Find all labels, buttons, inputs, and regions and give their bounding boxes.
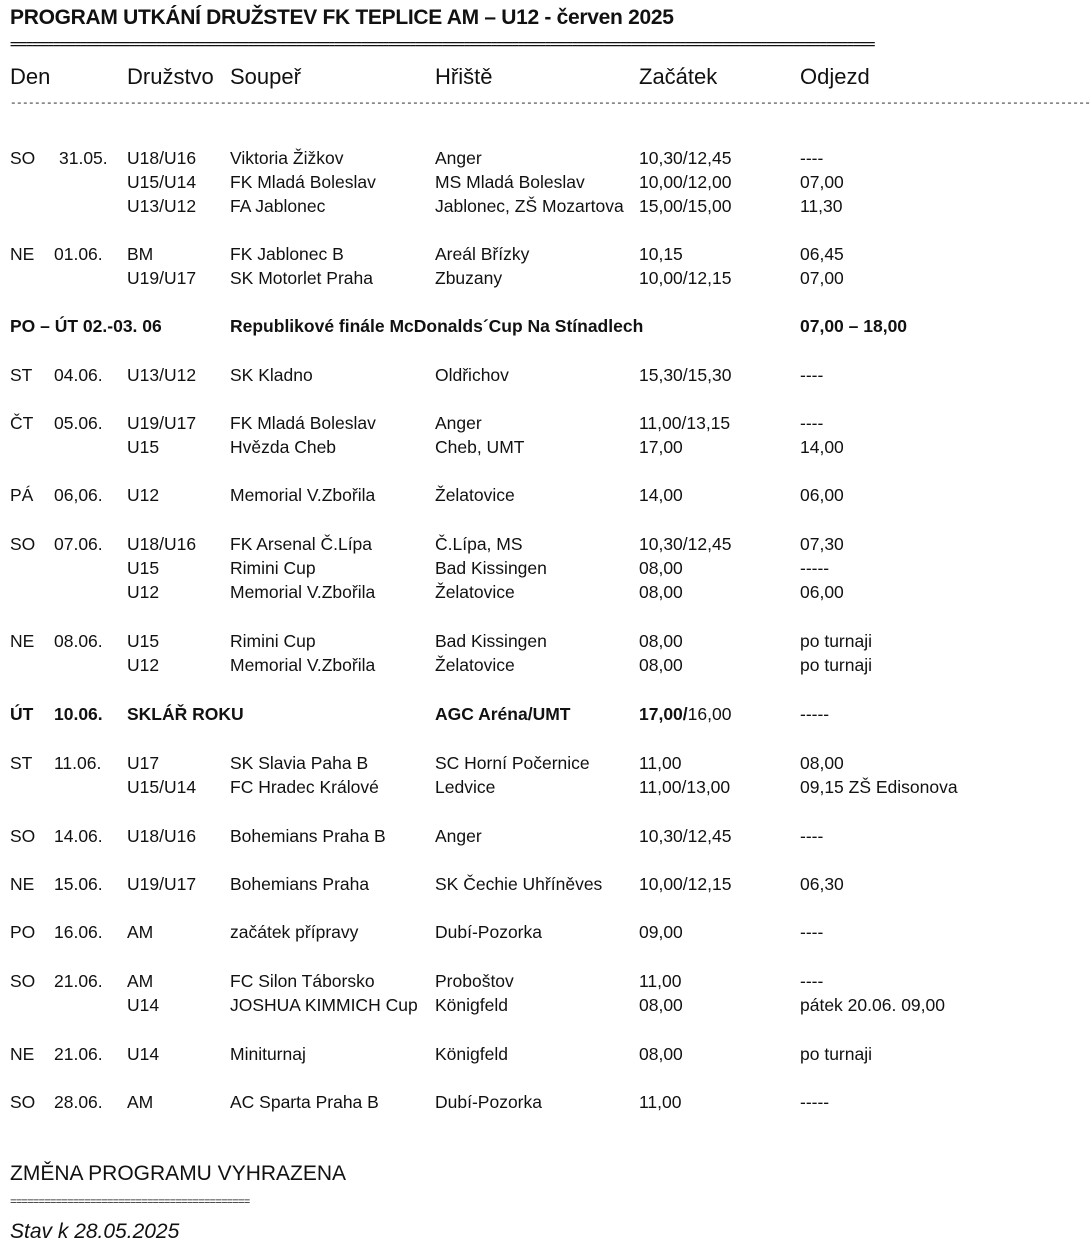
row-venue: Proboštov xyxy=(435,971,514,991)
row-date: 21.06. xyxy=(54,971,103,991)
row-team: U17 xyxy=(127,753,160,773)
row-team: U18/U16 xyxy=(127,148,197,168)
row-start: 15,30/15,30 xyxy=(639,365,732,385)
row-start: 08,00 xyxy=(639,1044,683,1064)
row-start: 08,00 xyxy=(639,558,683,578)
row-opponent: FC Hradec Králové xyxy=(230,777,379,797)
final-daydate: PO – ÚT 02.-03. 06 xyxy=(10,316,162,336)
row-venue: Č.Lípa, MS xyxy=(435,534,523,554)
row-team: U18/U16 xyxy=(127,826,197,846)
sklar-start xyxy=(639,702,731,726)
row-team: U18/U16 xyxy=(127,534,197,554)
row-day: SO xyxy=(10,148,36,168)
row-venue: Bad Kissingen xyxy=(435,631,547,651)
row-start: 11,00/13,15 xyxy=(639,413,731,433)
row-departure: 06,30 xyxy=(800,874,844,894)
row-date: 07.06. xyxy=(54,534,103,554)
row-opponent: Memorial V.Zbořila xyxy=(230,582,376,602)
status-date: Stav k 28.05.2025 xyxy=(10,1220,180,1243)
row-start: 10,30/12,45 xyxy=(639,148,732,168)
row-venue: Želatovice xyxy=(435,582,515,602)
row-opponent: FA Jablonec xyxy=(230,196,326,216)
row-day: SO xyxy=(10,1092,36,1112)
row-venue: Ledvice xyxy=(435,777,496,797)
row-opponent: SK Slavia Paha B xyxy=(230,753,369,773)
row-venue: MS Mladá Boleslav xyxy=(435,172,585,192)
row-venue: Jablonec, ZŠ Mozartova xyxy=(435,196,624,216)
row-opponent: Memorial V.Zbořila xyxy=(230,485,376,505)
row-date: 16.06. xyxy=(54,922,103,942)
dashed-rule: ------------------------------------------------------------------------------------------------------------------------------------------------------------------------------------ xyxy=(10,98,1091,110)
row-departure: 07,00 xyxy=(800,268,844,288)
page-title: PROGRAM UTKÁNÍ DRUŽSTEV FK TEPLICE AM – U12 - červen 2025 xyxy=(10,6,674,29)
row-departure: ---- xyxy=(800,413,824,433)
row-team: U13/U12 xyxy=(127,365,197,385)
row-start: 17,00 xyxy=(639,437,683,457)
row-opponent: AC Sparta Praha B xyxy=(230,1092,379,1112)
row-departure: 07,00 xyxy=(800,172,844,192)
row-departure: ---- xyxy=(800,148,824,168)
row-opponent: SK Motorlet Praha xyxy=(230,268,373,288)
row-team: U15 xyxy=(127,631,160,651)
row-date: 28.06. xyxy=(54,1092,103,1112)
final-event: Republikové finále McDonalds´Cup Na Stínadlech xyxy=(230,316,644,336)
row-opponent: FK Arsenal Č.Lípa xyxy=(230,534,373,554)
row-start: 10,00/12,15 xyxy=(639,874,732,894)
row-venue: Želatovice xyxy=(435,655,515,675)
row-departure: ---- xyxy=(800,971,824,991)
row-day: ČT xyxy=(10,413,34,433)
row-team: U15/U14 xyxy=(127,172,197,192)
row-opponent: Hvězda Cheb xyxy=(230,437,337,457)
header-venue: Hřiště xyxy=(435,64,493,89)
row-start: 15,00/15,00 xyxy=(639,196,732,216)
row-departure: po turnaji xyxy=(800,655,872,675)
program-change-notice: ZMĚNA PROGRAMU VYHRAZENA xyxy=(10,1162,347,1185)
sklar-date: 10.06. xyxy=(54,704,103,724)
row-venue: Dubí-Pozorka xyxy=(435,922,542,942)
double-rule: ================================================================================================================================================================ xyxy=(10,40,875,52)
row-team: U12 xyxy=(127,485,160,505)
row-day: SO xyxy=(10,534,36,554)
sklar-event: SKLÁŘ ROKU xyxy=(127,704,244,724)
row-venue: Oldřichov xyxy=(435,365,509,385)
row-venue: Königfeld xyxy=(435,1044,508,1064)
row-team: BM xyxy=(127,244,154,264)
sklar-start-normal: 16,00 xyxy=(687,704,732,724)
row-start: 10,00/12,00 xyxy=(639,172,732,192)
row-date: 11.06. xyxy=(54,753,102,773)
row-departure: 11,30 xyxy=(800,196,843,216)
row-date: 21.06. xyxy=(54,1044,103,1064)
row-date: 08.06. xyxy=(54,631,103,651)
row-team: U19/U17 xyxy=(127,413,197,433)
row-venue: Zbuzany xyxy=(435,268,503,288)
row-team: AM xyxy=(127,922,154,942)
row-opponent: Viktoria Žižkov xyxy=(230,148,344,168)
row-team: U12 xyxy=(127,655,160,675)
row-opponent: Bohemians Praha xyxy=(230,874,370,894)
row-team: U14 xyxy=(127,995,160,1015)
row-day: PÁ xyxy=(10,485,34,505)
row-opponent: FK Mladá Boleslav xyxy=(230,172,376,192)
row-day: NE xyxy=(10,244,35,264)
row-departure: ----- xyxy=(800,558,830,578)
row-departure: 09,15 ZŠ Edisonova xyxy=(800,777,958,797)
row-departure: 07,30 xyxy=(800,534,844,554)
row-day: PO xyxy=(10,922,36,942)
row-team: U14 xyxy=(127,1044,160,1064)
row-opponent: Memorial V.Zbořila xyxy=(230,655,376,675)
sklar-start-bold: 17,00/ xyxy=(639,704,688,724)
row-venue: Cheb, UMT xyxy=(435,437,525,457)
row-opponent: Miniturnaj xyxy=(230,1044,306,1064)
row-venue: Anger xyxy=(435,826,482,846)
row-day: SO xyxy=(10,826,36,846)
row-departure: 14,00 xyxy=(800,437,844,457)
row-departure: 06,00 xyxy=(800,485,844,505)
row-opponent: FK Jablonec B xyxy=(230,244,344,264)
row-start: 08,00 xyxy=(639,655,683,675)
row-opponent: Rimini Cup xyxy=(230,631,316,651)
row-start: 10,30/12,45 xyxy=(639,826,732,846)
row-date: 04.06. xyxy=(54,365,103,385)
row-start: 08,00 xyxy=(639,582,683,602)
row-team: U15 xyxy=(127,437,160,457)
row-day: NE xyxy=(10,874,35,894)
sklar-venue: AGC Aréna/UMT xyxy=(435,704,571,724)
row-start: 10,00/12,15 xyxy=(639,268,732,288)
footer-rule: ========================================== xyxy=(10,1197,250,1209)
row-start: 14,00 xyxy=(639,485,683,505)
row-day: SO xyxy=(10,971,36,991)
header-team: Družstvo xyxy=(127,64,214,89)
header-start: Začátek xyxy=(639,64,718,89)
row-opponent: FK Mladá Boleslav xyxy=(230,413,376,433)
row-day: NE xyxy=(10,1044,35,1064)
row-start: 11,00 xyxy=(639,753,682,773)
row-departure: pátek 20.06. 09,00 xyxy=(800,995,945,1015)
row-departure: po turnaji xyxy=(800,1044,872,1064)
row-venue: Anger xyxy=(435,148,482,168)
row-team: U12 xyxy=(127,582,160,602)
header-departure: Odjezd xyxy=(800,64,870,89)
row-venue: SC Horní Počernice xyxy=(435,753,590,773)
row-venue: Anger xyxy=(435,413,482,433)
row-venue: Areál Břízky xyxy=(435,244,530,264)
row-team: AM xyxy=(127,971,154,991)
row-team: U13/U12 xyxy=(127,196,197,216)
row-team: U15/U14 xyxy=(127,777,197,797)
row-opponent: Bohemians Praha B xyxy=(230,826,386,846)
header-opponent: Soupeř xyxy=(230,64,301,89)
row-team: U19/U17 xyxy=(127,268,197,288)
row-team: U15 xyxy=(127,558,160,578)
row-opponent: začátek přípravy xyxy=(230,922,359,942)
row-opponent: JOSHUA KIMMICH Cup xyxy=(230,995,418,1015)
row-day: ST xyxy=(10,753,33,773)
row-departure: 06,00 xyxy=(800,582,844,602)
header-day: Den xyxy=(10,64,51,89)
row-venue: Dubí-Pozorka xyxy=(435,1092,542,1112)
row-departure: ---- xyxy=(800,826,824,846)
row-departure: ----- xyxy=(800,1092,830,1112)
row-opponent: Rimini Cup xyxy=(230,558,316,578)
row-venue: Königfeld xyxy=(435,995,508,1015)
row-departure: po turnaji xyxy=(800,631,872,651)
row-start: 09,00 xyxy=(639,922,683,942)
final-departure: 07,00 – 18,00 xyxy=(800,316,908,336)
row-venue: Bad Kissingen xyxy=(435,558,547,578)
row-date: 15.06. xyxy=(54,874,103,894)
row-departure: ---- xyxy=(800,922,824,942)
row-date: 05.06. xyxy=(54,413,103,433)
row-departure: ---- xyxy=(800,365,824,385)
row-date: 31.05. xyxy=(59,148,108,168)
row-day: NE xyxy=(10,631,35,651)
row-venue: Želatovice xyxy=(435,485,515,505)
row-start: 11,00 xyxy=(639,971,682,991)
row-opponent: SK Kladno xyxy=(230,365,313,385)
row-team: U19/U17 xyxy=(127,874,197,894)
row-departure: 08,00 xyxy=(800,753,844,773)
row-opponent: FC Silon Táborsko xyxy=(230,971,375,991)
row-departure: 06,45 xyxy=(800,244,844,264)
row-start: 11,00 xyxy=(639,1092,682,1112)
row-date: 01.06. xyxy=(54,244,103,264)
row-venue: SK Čechie Uhříněves xyxy=(435,874,603,894)
row-team: AM xyxy=(127,1092,154,1112)
row-start: 11,00/13,00 xyxy=(639,777,731,797)
sklar-departure: ----- xyxy=(800,704,830,724)
row-date: 14.06. xyxy=(54,826,103,846)
sklar-day: ÚT xyxy=(10,704,34,724)
row-start: 08,00 xyxy=(639,995,683,1015)
row-date: 06,06. xyxy=(54,485,103,505)
row-start: 10,15 xyxy=(639,244,683,264)
row-start: 08,00 xyxy=(639,631,683,651)
row-day: ST xyxy=(10,365,33,385)
row-start: 10,30/12,45 xyxy=(639,534,732,554)
